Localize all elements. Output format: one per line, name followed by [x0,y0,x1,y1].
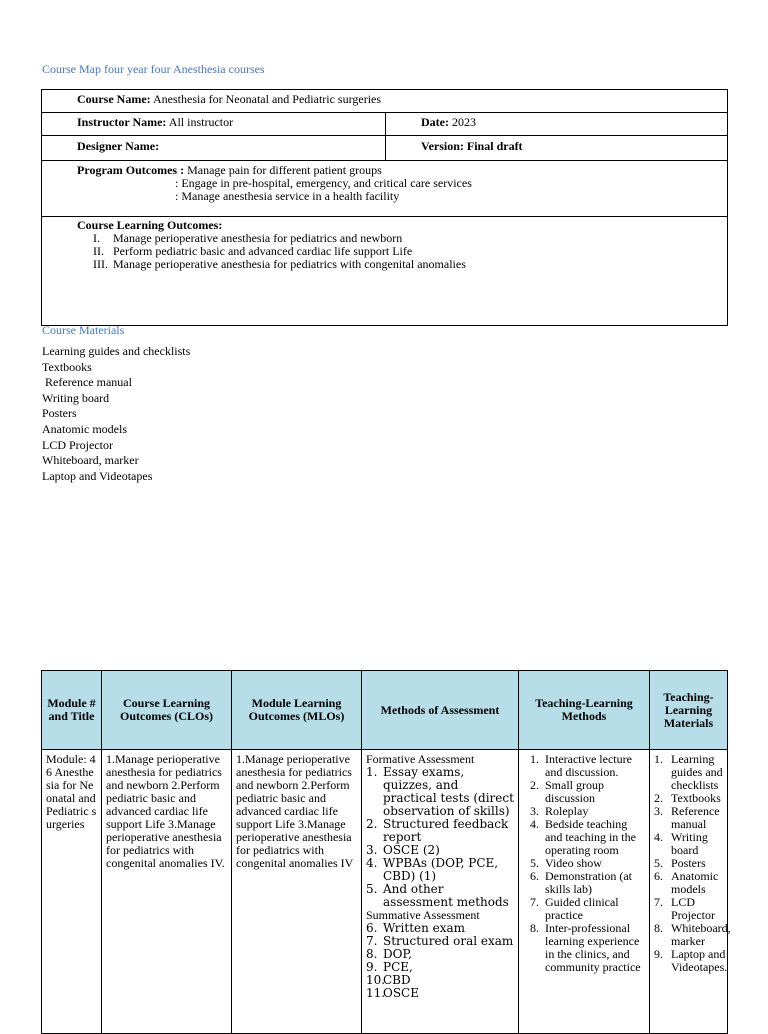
list-item [523,818,646,857]
list-item-text: OSCE (2) [383,843,440,857]
list-item [523,922,646,974]
list-item-number: 3. [530,804,539,818]
list-item-number: 10. [366,973,386,987]
list-item-number: 2. [366,817,378,831]
list-item [654,831,724,857]
program-outcome-2: : Engage in pre-hospital, emergency, and critical care services [175,176,472,190]
list-item-number: 5. [654,856,663,870]
program-outcomes-label: Program Outcomes : [77,163,185,177]
tl-materials-list [654,752,731,974]
course-info-table [41,89,728,326]
list-item-text: Structured oral exam [383,934,514,948]
date-cell [386,113,728,136]
list-item-text: Essay exams, quizzes, and practical tests (direct observation of skills) [383,765,514,818]
list-item [654,753,724,792]
list-item [654,947,728,974]
module-table-header [42,671,728,750]
list-item-text: Demonstration (at skills lab) [545,869,632,896]
list-item [523,896,646,922]
list-item-text: OSCE [383,986,419,1000]
course-materials-heading: Course Materials [42,323,125,337]
list-item-number: 6. [654,869,663,883]
material-item: LCD Projector [42,437,113,452]
mlos-cell: 1.Manage perioperative anesthesia for pediatrics and newborn 2.Perform pediatric basic and advanced cardiac life support Life 3.Manage perioperative anesthesia for pediatrics with congenital anomalies IV [232,750,362,1034]
list-item-text: Interactive lecture and discussion. [545,752,632,779]
list-item [366,987,515,1000]
list-item-text: PCE, [383,960,413,974]
version-cell [386,136,728,161]
summative-label: Summative Assessment [366,908,480,922]
list-item-number: 8. [366,947,378,961]
list-item [366,818,515,844]
program-outcome-3: : Manage anesthesia service in a health facility [175,189,400,203]
assessment-cell [362,750,519,1034]
module-table [41,670,731,1034]
instructor-cell [42,113,386,136]
list-item-number: 7. [530,895,539,909]
list-item-number: 5. [366,882,378,896]
list-item-number: 1. [530,752,539,766]
list-item [654,921,731,948]
list-item-text: Small group discussion [545,778,604,805]
list-item-number: 2. [654,791,663,805]
list-item [654,870,724,896]
material-item: Anatomic models [42,421,127,436]
material-item: Laptop and Videotapes [42,468,153,483]
list-item-number: 9. [366,960,378,974]
module-title-cell: Module: 46 Anesthesia for Neonatal and Pediatric surgeries [42,750,102,1034]
clos-cell: 1.Manage perioperative anesthesia for pediatrics and newborn 2.Perform pediatric basic and advanced cardiac life support Life 3.Manage perioperative anesthesia for pediatrics with congenital anomalies IV. [102,750,232,1034]
list-item-text: Bedside teaching and teaching in the operating room [545,817,636,857]
list-item-number: 3. [366,843,378,857]
material-item: Whiteboard, marker [42,453,139,468]
date-value: 2023 [451,115,476,129]
clo-label: Course Learning Outcomes: [77,218,223,232]
list-item [654,805,724,831]
instructor-value: All instructor [168,115,234,129]
table-row [42,750,728,1034]
list-item-text: WPBAs (DOP, PCE, CBD) (1) [383,856,499,883]
list-item [654,896,724,922]
list-item-number: 8. [530,921,539,935]
clo-item: III. Manage perioperative anesthesia for pediatrics with congenital anomalies [93,257,466,271]
list-item-number: 7. [654,895,663,909]
list-item-text: Laptop and Videotapes. [671,947,728,974]
col-header-tl-methods: Teaching-Learning Methods [519,671,650,750]
course-learning-outcomes-cell [42,217,728,326]
list-item-text: Written exam [383,921,466,935]
list-item-number: 11. [366,986,386,1000]
list-item-number: 1. [366,765,378,779]
list-item-text: Structured feedback report [383,817,509,844]
date-label: Date: [421,115,449,129]
list-item-number: 3. [654,804,663,818]
tl-methods-cell [519,750,650,1034]
list-item-number: 4. [366,856,378,870]
list-item-text: Textbooks [671,791,721,805]
list-item-text: LCD Projector [671,895,715,922]
version-label: Version: Final draft [421,139,523,153]
material-item: Learning guides and checklists [42,344,191,358]
program-outcomes-cell [42,161,728,217]
list-item [523,870,646,896]
list-item-text: Roleplay [545,804,589,818]
tl-methods-list [523,753,646,974]
material-item: Posters [42,406,77,421]
col-header-mlos: Module Learning Outcomes (MLOs) [232,671,362,750]
program-outcome-1: Manage pain for different patient groups [187,163,382,177]
designer-label: Designer Name: [77,139,160,153]
material-item: Reference manual [42,375,132,390]
list-item-text: Anatomic models [671,869,719,896]
list-item-text: DOP, [383,947,412,961]
list-item-text: CBD [383,973,411,987]
list-item-text: Reference manual [671,804,720,831]
designer-cell [42,136,386,161]
course-materials-list [42,344,190,484]
col-header-module: Module # and Title [42,671,102,750]
tl-materials-cell [650,750,731,1034]
list-item [366,883,515,909]
list-item [366,766,515,818]
material-item: Writing board [42,390,110,405]
page-title: Course Map four year four Anesthesia courses [42,62,265,76]
material-item: Textbooks [42,359,92,374]
col-header-assessment: Methods of Assessment [362,671,519,750]
clo-item: II. Perform pediatric basic and advanced cardiac life support Life [93,244,413,258]
list-item [523,753,646,779]
list-item-number: 4. [654,830,663,844]
list-item-text: Writing board [671,830,708,857]
list-item-number: 5. [530,856,539,870]
list-item-text: Guided clinical practice [545,895,619,922]
formative-list [366,766,515,909]
instructor-label: Instructor Name: [77,115,167,129]
clo-item: I. Manage perioperative anesthesia for pediatrics and newborn [93,231,403,245]
list-item-number: 4. [530,817,539,831]
list-item-number: 9. [654,947,663,961]
list-item-number: 6. [366,921,378,935]
list-item [523,779,646,805]
list-item [366,857,515,883]
list-item-text: Video show [545,856,602,870]
list-item-text: Posters [671,856,706,870]
col-header-tl-materials: Teaching-Learning Materials [650,671,728,750]
list-item-number: 1. [654,752,663,766]
list-item-text: Inter-professional learning experience in the clinics, and community practice [545,921,641,974]
list-item-text: Whiteboard, marker [671,921,731,948]
list-item-text: Learning guides and checklists [671,752,723,792]
col-header-clos: Course Learning Outcomes (CLOs) [102,671,232,750]
list-item-number: 7. [366,934,378,948]
course-name-value: Anesthesia for Neonatal and Pediatric surgeries [153,92,382,106]
list-item-number: 6. [530,869,539,883]
list-item-text: And other assessment methods [383,882,509,909]
summative-list [366,922,515,1000]
course-name-label: Course Name: [77,92,151,106]
course-name-cell [42,90,728,113]
list-item-number: 8. [654,921,663,935]
formative-label: Formative Assessment [366,752,475,766]
list-item-number: 2. [530,778,539,792]
